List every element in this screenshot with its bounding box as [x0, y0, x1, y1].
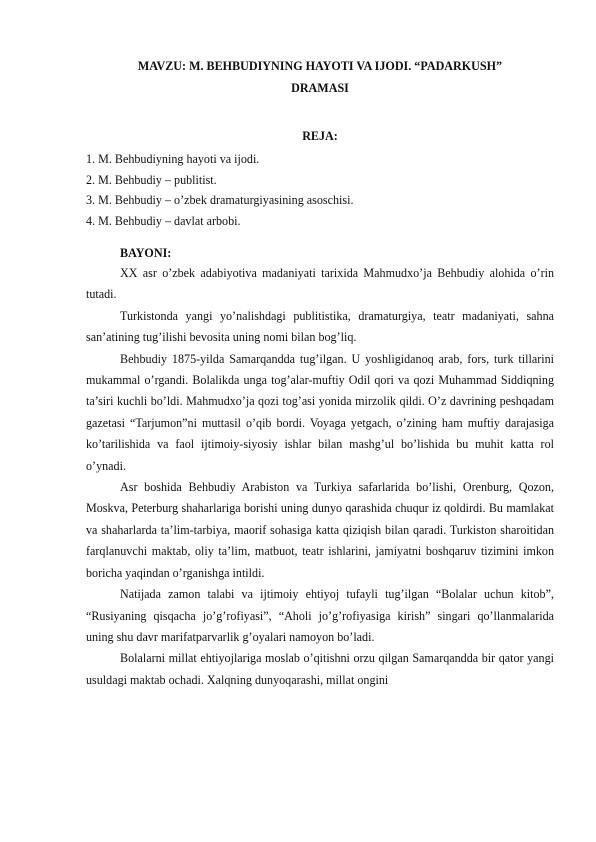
- plan-item: 4. M. Behbudiy – davlat arbobi.: [86, 213, 241, 228]
- paragraph: Natijada zamon talabi va ijtimoiy ehtiyoj tufayli tug’ilgan “Bolalar uchun kitob”, “Rusiyaning qisqacha jo’g’rofiyasi”, “Aholi jo’g’rofiyasiga kirish” singari qo’llanmalarida uning shu davr marifatparvarlik g’oyalari namoyon bo’ladi.: [86, 587, 554, 644]
- document-body: [86, 263, 554, 691]
- paragraph: Behbudiy 1875-yilda Samarqandda tug’ilgan. U yoshligidanoq arab, fors, turk tillarini mukammal o’rgandi. Bolalikda unga tog’alar-muftiy Odil qori va qozi Muhammad Siddiqning ta’siri kuchli bo’ldi. Mahmudxo’ja qozi tog’asi yonida mirzolik qildi. O’z davrining peshqadam gazetasi “Tarjumon”ni muttasil o’qib bordi. Voyaga yetgach, o’zining ham muftiy darajasiga ko’tarilishida va faol ijtimoiy-siyosiy ishlar bilan mashg’ul bo’lishida bu muhit katta rol o’ynadi.: [86, 351, 554, 473]
- plan-item: 3. M. Behbudiy – o’zbek dramaturgiyasining asoschisi.: [86, 193, 354, 207]
- plan-item: 2. M. Behbudiy – publitist.: [86, 172, 217, 187]
- title-line-1: MAVZU: M. BEHBUDIYNING HAYOTI VA IJODI. “PADARKUSH”: [137, 59, 503, 73]
- paragraph: Bolalarni millat ehtiyojlariga moslab o’qitishni orzu qilgan Samarqandda bir qator yangi usuldagi maktab ochadi. Xalqning dunyoqarashi, millat ongini: [86, 651, 554, 687]
- paragraph: Turkistonda yangi yo’nalishdagi publitistika, dramaturgiya, teatr madaniyati, sahna san’atining tug’ilishi bevosita uning nomi bilan bog’liq.: [86, 308, 554, 345]
- paragraph: XX asr o’zbek adabiyotiva madaniyati tarixida Mahmudxo’ja Behbudiy alohida o’rin tutadi.: [86, 266, 554, 302]
- plan-item: 1. M. Behbudiyning hayoti va ijodi.: [86, 152, 260, 166]
- body-heading: BAYONI:: [120, 246, 172, 260]
- document-title: [86, 55, 554, 99]
- plan-list: [86, 149, 554, 231]
- title-line-2: DRAMASI: [291, 81, 349, 95]
- plan-heading: REJA:: [302, 129, 338, 143]
- paragraph: Asr boshida Behbudiy Arabiston va Turkiya safarlarida bo’lishi, Orenburg, Qozon, Moskva, Peterburg shaharlariga borishi uning dunyo qarashida chuqur iz qoldirdi. Bu mamlakat va shaharlarda ta’lim-tarbiya, maorif sohasiga katta qiziqish bilan qaradi. Turkiston sharoitidan farqlanuvchi maktab, oliy ta’lim, matbuot, teatr ishlarini, jamiyatni boshqaruv tizimini imkon boricha yaqindan o’rganishga intildi.: [86, 480, 554, 580]
